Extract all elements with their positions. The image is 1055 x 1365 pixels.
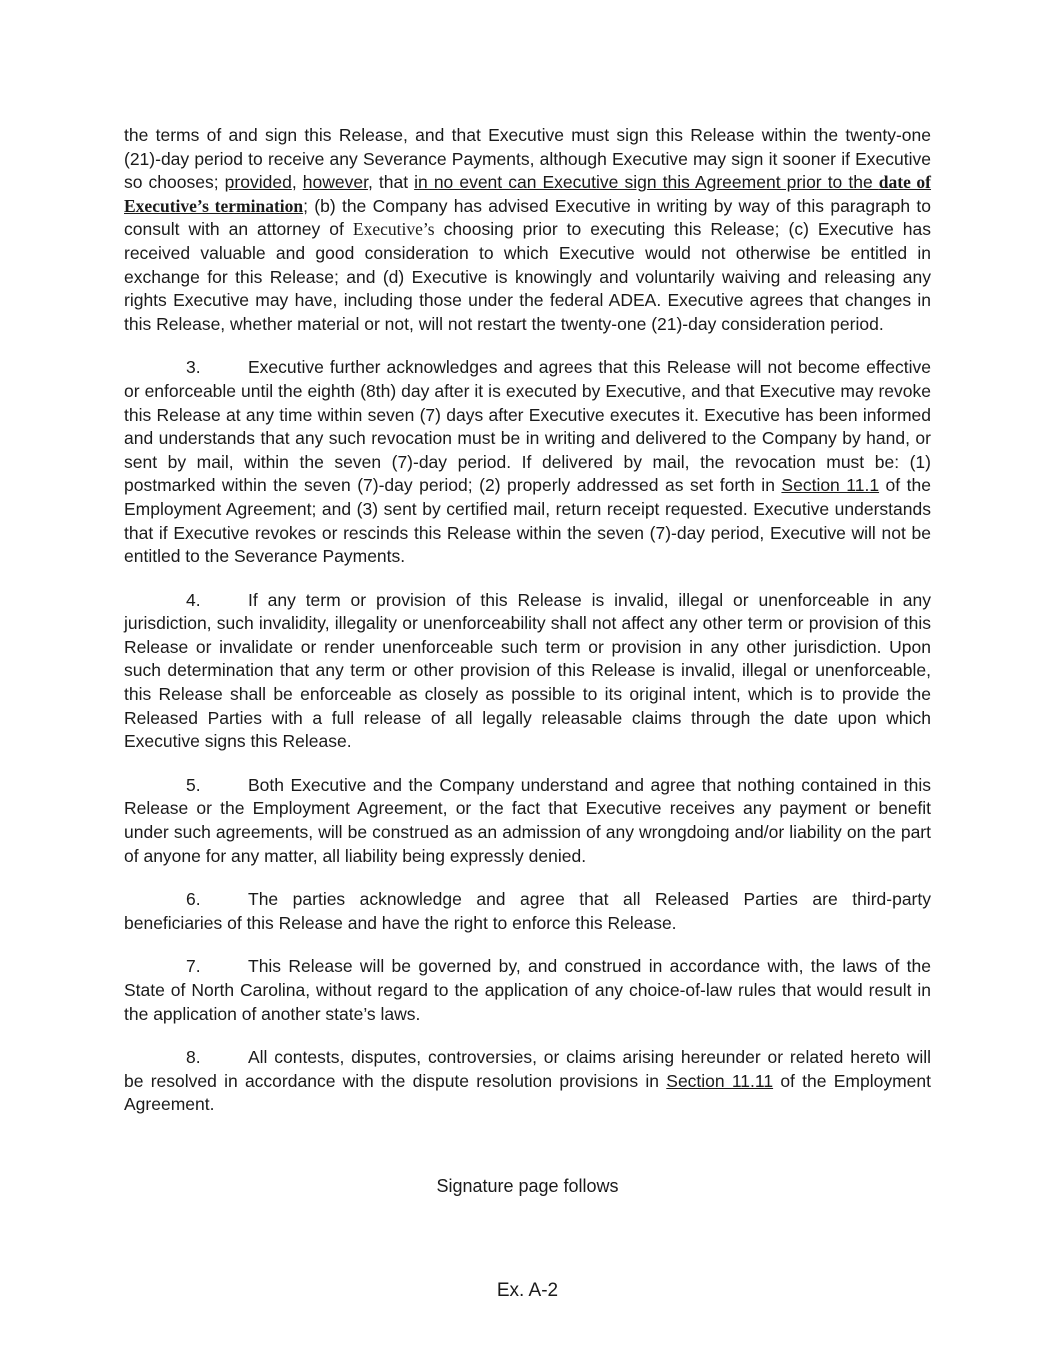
section-number: 7. xyxy=(186,956,201,977)
no-event-clause: in no event can Executive sign this Agreement prior to the xyxy=(414,172,879,193)
section-6: 6. The parties acknowledge and agree that all Released Parties are third-party beneficiaries of this Release and have the right to enforce this Release. xyxy=(124,889,931,933)
however-term: however xyxy=(302,172,368,193)
section-11-11-reference: Section 11.11 xyxy=(666,1070,774,1091)
section-3: 3. Executive further acknowledges and agrees that this Release will not become effective or enforceable until the eighth (8th) day after it is executed by Executive, and that Executive may revoke this Release at any time within seven (7) days after Executive executes it. Executive has been informed and understands that any such revocation must be in writing and delivered to the Company by hand, or sent by mail, within the seven (7)-day period. If delivered by mail, the revocation must be: (1) postmarked within the seven (7)-day period; (2) properly addressed as set forth in Section 11.1 of the Employment Agreement; and (3) sent by certified mail, return receipt requested. Executive understands that if Executive revokes or rescinds this Release within the seven (7)-day period, Executive will not be entitled to the Severance Payments. xyxy=(124,357,931,567)
section-4: 4. If any term or provision of this Release is invalid, illegal or unenforceable in any jurisdiction, such invalidity, illegality or unenforceability shall not affect any other term or provision of this Release or invalidate or render unenforceable such term or provision in any other jurisdiction. Upon such determination that any term or other provision of this Release is invalid, illegal or unenforceable, this Release shall be enforceable as closely as possible to its original intent, which is to provide the Released Parties with a full release of all legally releasable claims through the date upon which Executive signs this Release. xyxy=(124,589,931,752)
section-7: 7. This Release will be governed by, and construed in accordance with, the laws of the State of North Carolina, without regard to the application of any choice-of-law rules that would result in the application of another state’s laws. xyxy=(124,956,931,1024)
section-5: 5. Both Executive and the Company understand and agree that nothing contained in this Release or the Employment Agreement, or the fact that Executive receives any payment or benefit under such agreements, will be construed as an admission of any wrongdoing and/or liability on the part of anyone for any matter, all liability being expressly denied. xyxy=(124,774,931,866)
page-footer: Ex. A-2 xyxy=(496,1280,559,1301)
section-number: 3. xyxy=(186,357,201,378)
intro-paragraph: the terms of and sign this Release, and that Executive must sign this Release within the twenty-one (21)-day period to receive any Severance Payments, although Executive may sign it sooner if Executive so chooses; provided, however, that in no event can Executive sign this Agreement prior to the date of Executive’s termination; (b) the Company has advised Executive in writing by way of this paragraph to consult with an attorney of Executive’s choosing prior to executing this Release; (c) Executive has received valuable and good consideration to which Executive would not otherwise be entitled in exchange for this Release; and (d) Executive is knowingly and voluntarily waiving and releasing any rights Executive may have, including those under the federal ADEA. Executive agrees that changes in this Release, whether material or not, will not restart the twenty-one (21)-day consideration period. xyxy=(124,125,932,334)
signature-page-note: Signature page follows xyxy=(436,1176,619,1196)
provided-term: provided xyxy=(224,172,292,193)
document-body xyxy=(124,124,931,1137)
section-8: 8. All contests, disputes, controversies, or claims arising hereunder or related hereto will be resolved in accordance with the dispute resolution provisions in Section 11.11 of the Employment Agreement. xyxy=(124,1047,931,1115)
intro-text: the terms of and sign this Release, and that Executive must sign this Release within the twenty-one (21)-day period to receive any Severance Payments, although Executive may sign it sooner if Executive so chooses; xyxy=(124,125,931,193)
section-number: 5. xyxy=(186,774,201,795)
section-number: 4. xyxy=(186,589,201,610)
termination-date-term: date of Executive’s termination xyxy=(124,172,932,216)
section-11-1-reference: Section 11.1 xyxy=(781,475,880,496)
section-number: 6. xyxy=(186,889,201,910)
section-number: 8. xyxy=(186,1047,201,1068)
